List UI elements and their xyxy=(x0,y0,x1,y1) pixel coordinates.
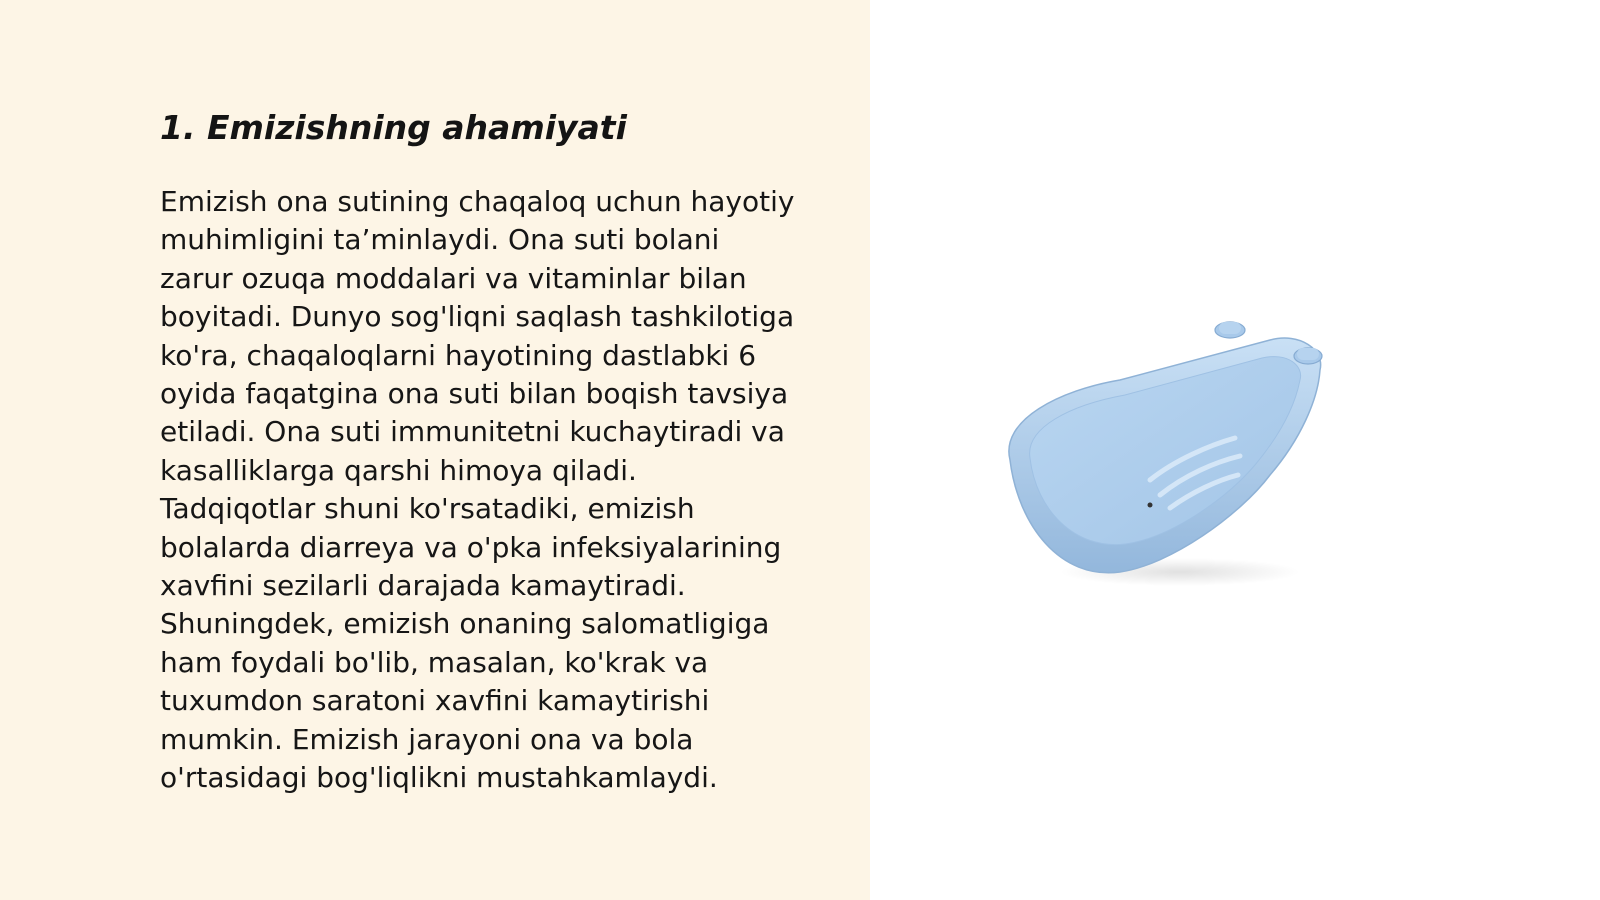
body-line: bolalarda diarreya va o'pka infeksiyalarining xyxy=(160,530,782,564)
body-line: ham foydali bo'lib, masalan, ko'krak va xyxy=(160,645,709,679)
body-line: Shuningdek, emizish onaning salomatligiga xyxy=(160,607,770,641)
body-line: Tadqiqotlar shuni ko'rsatadiki, emizish xyxy=(160,492,695,526)
body-line: o'rtasidagi bog'liqlikni mustahkamlaydi. xyxy=(160,761,718,795)
body-line: muhimligini ta’minlaydi. Ona suti bolani xyxy=(160,223,720,257)
body-paragraph xyxy=(160,183,860,798)
body-line: kasalliklarga qarshi himoya qiladi. xyxy=(160,453,637,487)
body-line: Emizish ona sutining chaqaloq uchun hayotiy xyxy=(160,185,795,218)
baby-bathtub-icon xyxy=(1000,310,1360,610)
body-line: xavfini sezilarli darajada kamaytiradi. xyxy=(160,569,686,603)
body-line: tuxumdon saratoni xavfini kamaytirishi xyxy=(160,684,710,718)
body-line: etiladi. Ona suti immunitetni kuchaytiradi va xyxy=(160,415,785,449)
body-line: mumkin. Emizish jarayoni ona va bola xyxy=(160,722,694,756)
body-line: oyida faqatgina ona suti bilan boqish tavsiya xyxy=(160,377,789,411)
body-line: ko'ra, chaqaloqlarni hayotining dastlabki 6 xyxy=(160,338,757,372)
body-line: zarur ozuqa moddalari va vitaminlar bilan xyxy=(160,261,747,295)
slide-heading: 1. Emizishning ahamiyati xyxy=(160,108,627,147)
body-line: boyitadi. Dunyo sog'liqni saqlash tashkilotiga xyxy=(160,300,795,334)
